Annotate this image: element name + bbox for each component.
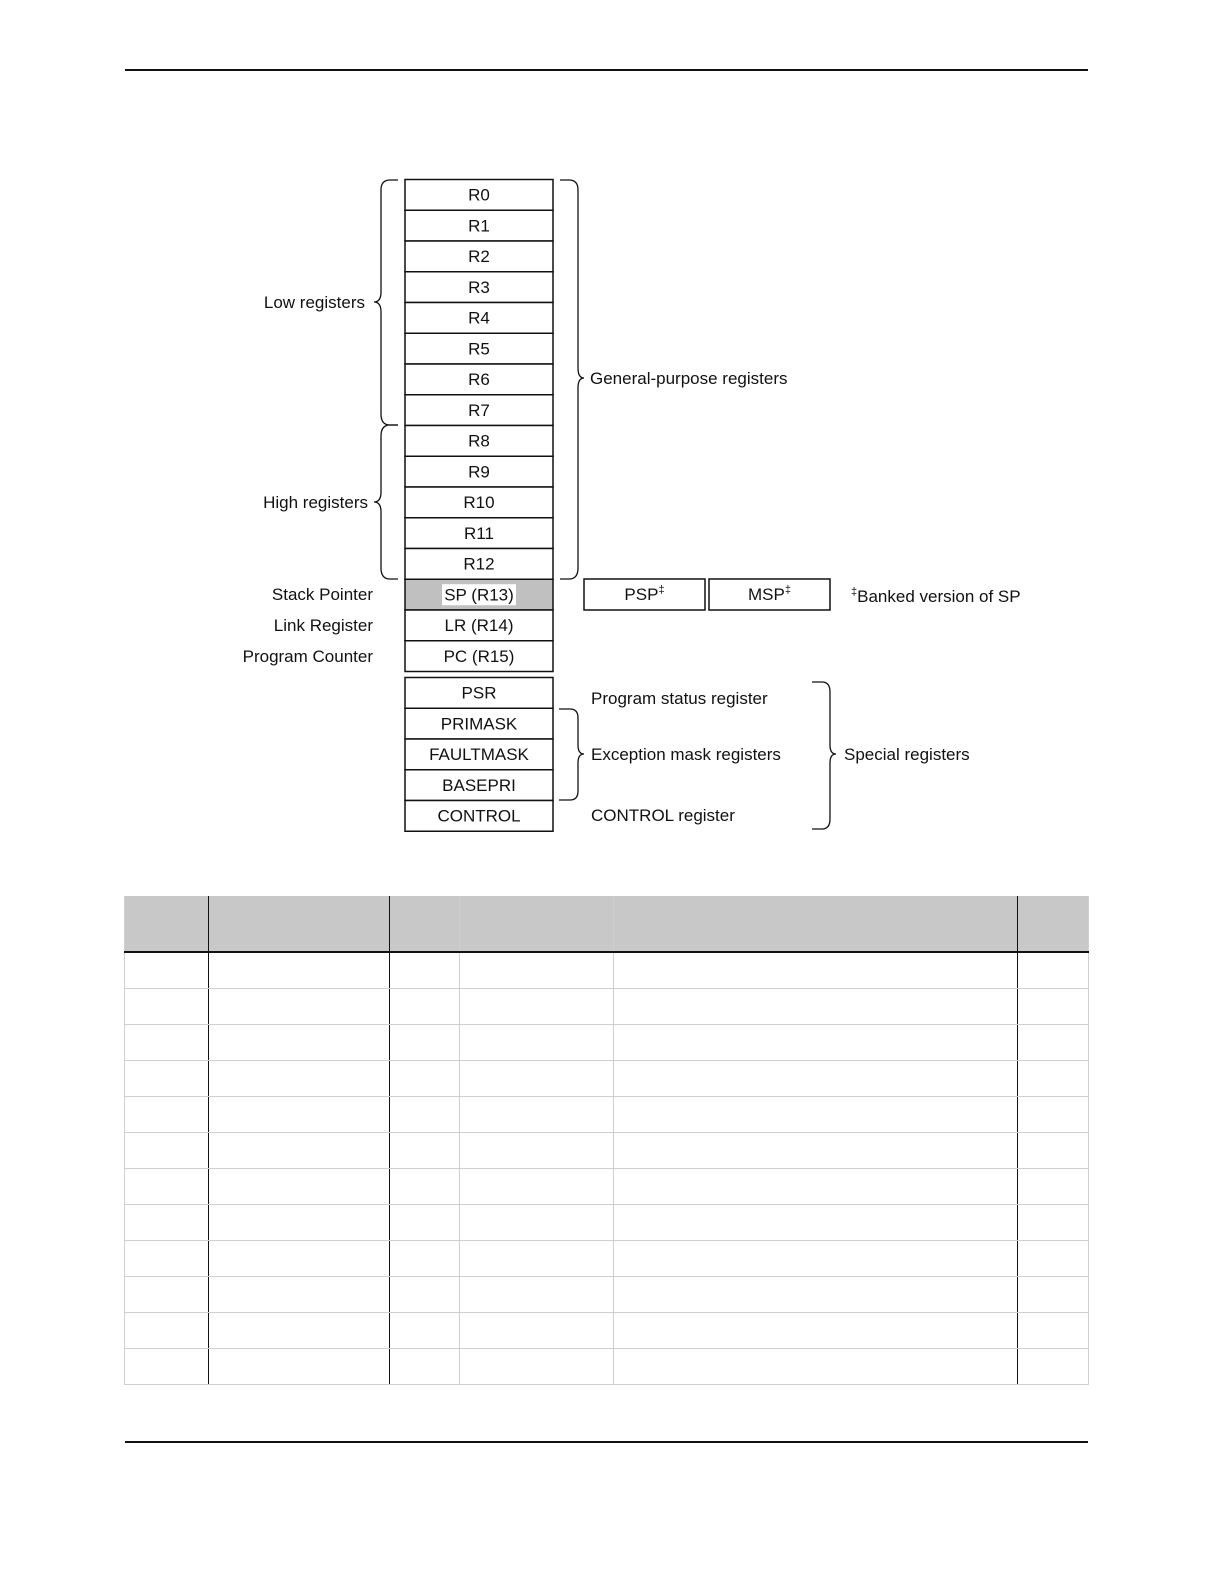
table-row — [125, 1133, 1089, 1169]
svg-text:MSP‡ — [748, 584, 791, 604]
table-cell — [460, 1313, 614, 1349]
control-register-label: CONTROL register — [591, 806, 735, 825]
register-label: R0 — [468, 185, 490, 205]
register-label: R11 — [464, 523, 494, 543]
special-register-stack — [405, 678, 553, 832]
table-cell — [209, 1061, 390, 1097]
table-body — [125, 952, 1089, 1385]
header-cell — [460, 896, 614, 952]
table-cell — [614, 1025, 1018, 1061]
register-r5 — [405, 333, 553, 364]
table-cell — [390, 1349, 460, 1385]
register-label: R8 — [468, 431, 490, 451]
register-r11 — [405, 518, 553, 549]
table-cell — [125, 989, 209, 1025]
table-cell — [614, 1061, 1018, 1097]
table-cell — [125, 1349, 209, 1385]
table-cell — [460, 1349, 614, 1385]
register-r2 — [405, 241, 553, 272]
high-registers-label: High registers — [263, 493, 368, 512]
table-row — [125, 1277, 1089, 1313]
register-label: R12 — [463, 554, 495, 574]
table-cell — [1018, 1133, 1089, 1169]
register-label: LR (R14) — [444, 616, 514, 635]
link-register-label: Link Register — [273, 616, 373, 635]
table-cell — [614, 1277, 1018, 1313]
table-cell — [209, 1169, 390, 1205]
psp-box — [584, 579, 705, 610]
low-registers-label: Low registers — [263, 293, 365, 312]
table-cell — [1018, 1277, 1089, 1313]
low-registers-brace — [374, 180, 398, 425]
table-cell — [209, 1241, 390, 1277]
register-faultmask — [405, 739, 553, 770]
register-r12 — [405, 549, 553, 580]
special-registers-brace — [812, 682, 836, 829]
table-row — [125, 1061, 1089, 1097]
table-cell — [1018, 1097, 1089, 1133]
table-cell — [614, 1169, 1018, 1205]
table-cell — [1018, 989, 1089, 1025]
table-row — [125, 989, 1089, 1025]
table-cell — [1018, 1313, 1089, 1349]
header-cell — [209, 896, 390, 952]
table-cell — [209, 1313, 390, 1349]
table-cell — [614, 1241, 1018, 1277]
table-cell — [125, 1097, 209, 1133]
register-label: SP (R13) — [444, 585, 514, 605]
register-label: R10 — [463, 493, 495, 512]
table-row — [125, 1025, 1089, 1061]
table-cell — [460, 1277, 614, 1313]
exception-mask-brace — [559, 709, 584, 800]
high-registers-brace — [374, 425, 398, 579]
register-label: PRIMASK — [440, 714, 518, 734]
table-cell — [125, 1025, 209, 1061]
bottom-rule — [125, 1441, 1088, 1443]
register-primask — [405, 708, 553, 739]
table-cell — [390, 1277, 460, 1313]
table-row — [125, 1097, 1089, 1133]
header-cell — [390, 896, 460, 952]
table-cell — [125, 1313, 209, 1349]
register-label: BASEPRI — [442, 775, 516, 795]
core-register-stack — [405, 180, 553, 672]
table-cell — [125, 1205, 209, 1241]
register-r3 — [405, 272, 553, 303]
register-lr-r14 — [405, 610, 553, 641]
register-sp-r13 — [405, 579, 553, 610]
register-label: R6 — [468, 370, 490, 389]
table-row — [125, 1349, 1089, 1385]
table-cell — [209, 1097, 390, 1133]
psp-label: PSP — [624, 585, 659, 604]
register-r10 — [405, 487, 553, 518]
table-cell — [125, 1061, 209, 1097]
table-cell — [460, 1169, 614, 1205]
table-cell — [460, 952, 614, 989]
register-label: FAULTMASK — [429, 745, 529, 764]
table-cell — [390, 1169, 460, 1205]
table-cell — [209, 1133, 390, 1169]
table-cell — [460, 1205, 614, 1241]
register-label: R9 — [468, 462, 490, 482]
table-cell — [614, 1349, 1018, 1385]
msp-box — [709, 579, 830, 610]
register-r6 — [405, 364, 553, 395]
table-cell — [460, 1097, 614, 1133]
table-cell — [1018, 1061, 1089, 1097]
msp-label: MSP — [748, 585, 785, 604]
header-cell — [1018, 896, 1089, 952]
table-cell — [390, 1133, 460, 1169]
program-status-label: Program status register — [591, 689, 768, 708]
table-cell — [209, 1349, 390, 1385]
general-purpose-brace — [560, 180, 584, 579]
table-row — [125, 1205, 1089, 1241]
register-label: R4 — [468, 308, 490, 328]
table-cell — [390, 1205, 460, 1241]
table-row — [125, 1241, 1089, 1277]
register-psr — [405, 678, 553, 709]
table-row — [125, 1313, 1089, 1349]
register-table — [124, 896, 1089, 1385]
table-cell — [209, 989, 390, 1025]
table-cell — [460, 1133, 614, 1169]
table-header-row — [125, 896, 1089, 952]
table-cell — [209, 952, 390, 989]
table-row — [125, 1169, 1089, 1205]
table-cell — [125, 1169, 209, 1205]
table-cell — [614, 1313, 1018, 1349]
header-cell — [614, 896, 1018, 952]
table-cell — [209, 1277, 390, 1313]
register-label: R3 — [468, 277, 490, 297]
stack-pointer-label: Stack Pointer — [271, 585, 373, 604]
register-label: R2 — [468, 247, 490, 266]
msp-dagger: ‡ — [784, 584, 791, 596]
register-r1 — [405, 210, 553, 241]
table-cell — [1018, 952, 1089, 989]
register-label: CONTROL — [437, 806, 521, 826]
register-label: R7 — [468, 400, 490, 420]
table-cell — [209, 1205, 390, 1241]
table-cell — [1018, 1241, 1089, 1277]
table-cell — [614, 1097, 1018, 1133]
register-r8 — [405, 426, 553, 457]
exception-mask-label: Exception mask registers — [591, 745, 781, 764]
table-cell — [614, 989, 1018, 1025]
register-r7 — [405, 395, 553, 426]
table-cell — [460, 1025, 614, 1061]
table-cell — [1018, 1349, 1089, 1385]
table-cell — [125, 1241, 209, 1277]
table-cell — [390, 1313, 460, 1349]
table-cell — [1018, 1205, 1089, 1241]
table-cell — [460, 1061, 614, 1097]
table-cell — [460, 1241, 614, 1277]
table-cell — [125, 1277, 209, 1313]
table-cell — [390, 1097, 460, 1133]
register-r4 — [405, 303, 553, 334]
table-cell — [1018, 1169, 1089, 1205]
table-cell — [390, 989, 460, 1025]
table-cell — [614, 1133, 1018, 1169]
table-row — [125, 952, 1089, 989]
register-label: PC (R15) — [443, 646, 515, 666]
table-cell — [125, 952, 209, 989]
table-cell — [390, 1241, 460, 1277]
table-cell — [390, 1061, 460, 1097]
banked-note: ‡Banked version of SP — [851, 586, 1021, 606]
table-cell — [209, 1025, 390, 1061]
register-pc-r15 — [405, 641, 553, 672]
program-counter-label: Program Counter — [242, 647, 373, 666]
special-registers-label: Special registers — [844, 745, 970, 764]
table-cell — [125, 1133, 209, 1169]
table-cell — [390, 1025, 460, 1061]
register-label: R1 — [468, 216, 490, 236]
table-cell — [1018, 1025, 1089, 1061]
table-cell — [390, 952, 460, 989]
table-cell — [614, 1205, 1018, 1241]
general-purpose-label: General-purpose registers — [590, 369, 788, 388]
register-r9 — [405, 456, 553, 487]
header-cell — [125, 896, 209, 952]
table-cell — [460, 989, 614, 1025]
register-control — [405, 801, 553, 832]
register-basepri — [405, 770, 553, 801]
register-label: R5 — [468, 339, 490, 359]
register-label: PSR — [461, 683, 497, 703]
table-cell — [614, 952, 1018, 989]
psp-dagger: ‡ — [658, 584, 665, 596]
register-r0 — [405, 180, 553, 211]
